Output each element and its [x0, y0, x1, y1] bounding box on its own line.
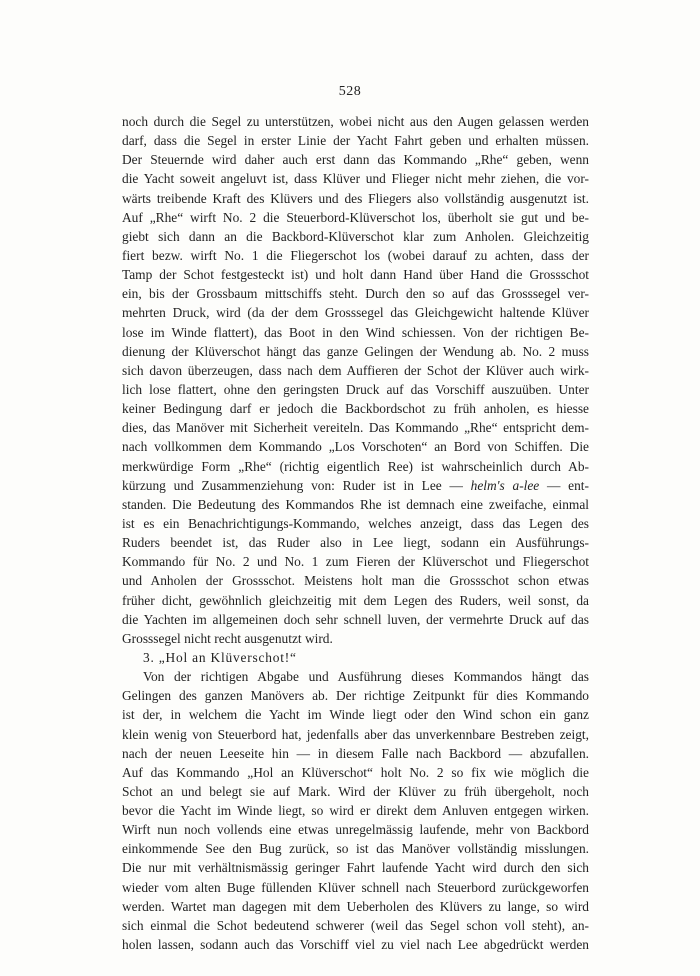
text-line: dies, das Manöver mit Sicherheit vereiteln. Das Kommando „Rhe“ entspricht dem- — [122, 420, 589, 436]
text-line: nach vollkommen dem Kommando „Los Vorschoten“ an Bord von Schiffen. Die — [122, 439, 589, 455]
text-line: holen lassen, sodann auch das Vorschiff viel zu viel nach Lee abgedrückt werden — [122, 937, 589, 953]
text-line: nach der neuen Leeseite hin — in diesem Falle nach Backbord — abzufallen. — [122, 745, 589, 761]
text-line: Die nur mit verhältnismässig geringer Fahrt laufende Yacht wird durch den sich — [122, 860, 589, 876]
italic-term: helm's a-lee — [470, 477, 540, 493]
text-line: standen. Die Bedeutung des Kommandos Rhe ist demnach eine zweifache, einmal — [122, 496, 589, 512]
text-line: ist der, in welchem die Yacht im Winde liegt oder den Wind schon ein ganz — [122, 707, 589, 723]
text-line: fiert bezw. wirft No. 1 die Fliegerschot los (wobei darauf zu achten, dass der — [122, 247, 589, 263]
text-line: wieder vom alten Buge füllenden Klüver schnell nach Steuerbord zurückgeworfen — [122, 879, 589, 895]
paragraph-rhe — [122, 112, 589, 476]
text-line: dienung der Klüverschot hängt das ganze Gelingen der Wendung ab. No. 2 muss — [122, 343, 589, 359]
text-line: Wirft nun noch vollends eine etwas unregelmässig laufende, mehr von Backbord — [122, 822, 589, 838]
text-line: werden. Wartet man dagegen mit dem Ueberholen des Klüvers zu lange, so wird — [122, 898, 589, 914]
text-line: Ruders beendet ist, das Ruder also in Lee liegt, sodann ein Ausführungs- — [122, 535, 589, 551]
paragraph-rhe-continued — [122, 495, 589, 648]
text-line: mehrten Druck, wird (da der dem Grosssegel das Gleichgewicht haltende Klüver — [122, 305, 589, 321]
text-line — [122, 476, 589, 495]
text-line: klein wenig von Steuerbord hat, jedenfalls aber das unverkennbare Bestreben zeigt, — [122, 726, 589, 742]
page-number: 528 — [338, 84, 362, 99]
text-line: die Yachten im allgemeinen doch sehr schnell luven, der vermehrte Druck auf das — [122, 611, 589, 627]
paragraph-hol-an — [122, 686, 589, 954]
text-line: Auf „Rhe“ wirft No. 2 die Steuerbord-Klüverschot los, überholt sie gut und be- — [122, 209, 589, 225]
text-line: bevor die Yacht im Winde liegt, so wird er direkt dem Anluven entgegen wirken. — [122, 803, 589, 819]
text-line: noch durch die Segel zu unterstützen, wobei nicht aus den Augen gelassen werden — [122, 114, 589, 129]
text-line: merkwürdige Form „Rhe“ (richtig eigentlich Ree) ist wahrscheinlich durch Ab- — [122, 458, 589, 474]
text-line: Auf das Kommando „Hol an Klüverschot“ holt No. 2 so fix wie möglich die — [122, 764, 589, 780]
text-line: darf, dass die Segel in erster Linie der Yacht Fahrt geben und erhalten müssen. — [122, 133, 589, 149]
text-line: Kommando für No. 2 und No. 1 zum Fieren der Klüverschot und Fliegerschot — [122, 554, 589, 570]
text-line: früher dicht, gewöhnlich gleichzeitig mit dem Legen des Ruders, weil sonst, da — [122, 592, 589, 608]
text-line: sich davon überzeugen, dass nach dem Auffieren der Schot der Klüver auch wirk- — [122, 362, 589, 378]
text-line: Schot an und belegt sie auf Mark. Wird der Klüver zu früh übergeholt, noch — [122, 783, 589, 799]
text-line: keiner Bedingung darf er jedoch die Backbordschot zu früh anholen, es hiesse — [122, 401, 589, 417]
text-line: Der Steuernde wird daher auch erst dann das Kommando „Rhe“ geben, wenn — [122, 152, 589, 168]
text-line: einkommende See den Bug zurück, so ist das Manöver vollständig misslungen. — [122, 841, 589, 857]
text-line: Tamp der Schot festgesteckt ist) und holt dann Hand über Hand die Grossschot — [122, 267, 589, 283]
text-line: Gelingen des ganzen Manövers ab. Der richtige Zeitpunkt für dies Kommando — [122, 688, 589, 704]
text-line: lich lose flattert, ohne den geringsten Druck auf das Vorschiff auszuüben. Unter — [122, 381, 589, 397]
section-heading: 3. „Hol an Klüverschot!“ — [143, 649, 297, 665]
text-line: Grosssegel nicht recht ausgenutzt wird. — [122, 630, 333, 646]
text-line: ein, bis der Grossbaum mittschiffs steht. Durch den so auf das Grosssegel ver- — [122, 286, 589, 302]
text-line: ist es ein Benachrichtigungs-Kommando, welches anzeigt, dass das Legen des — [122, 515, 589, 531]
text-line: lose im Winde flattert), das Boot in den Wind schiessen. Von der richtigen Be- — [122, 324, 589, 340]
text-line: wärts treibende Kraft des Klüvers und des Fliegers also vollständig ausgenutzt ist. — [122, 190, 589, 206]
text-line: die Yacht soweit angeluvt ist, dass Klüver und Flieger nicht mehr ziehen, die vor- — [122, 171, 589, 187]
body-text — [122, 112, 589, 954]
text-line: und Anholen der Grossschot. Meistens holt man die Grossschot schon etwas — [122, 573, 589, 589]
text-span: kürzung und Zusammenziehung von: Ruder ist in Lee — — [122, 477, 463, 493]
section-first-line: Von der richtigen Abgabe und Ausführung dieses Kommandos hängt das — [143, 669, 589, 685]
text-line: sich einmal die Schot bedeutend schwerer (weil das Segel schon voll steht), an- — [122, 917, 589, 933]
text-span: — ent- — [547, 477, 589, 493]
text-line: giebt sich dann an die Backbord-Klüverschot klar zum Anholen. Gleichzeitig — [122, 228, 589, 244]
